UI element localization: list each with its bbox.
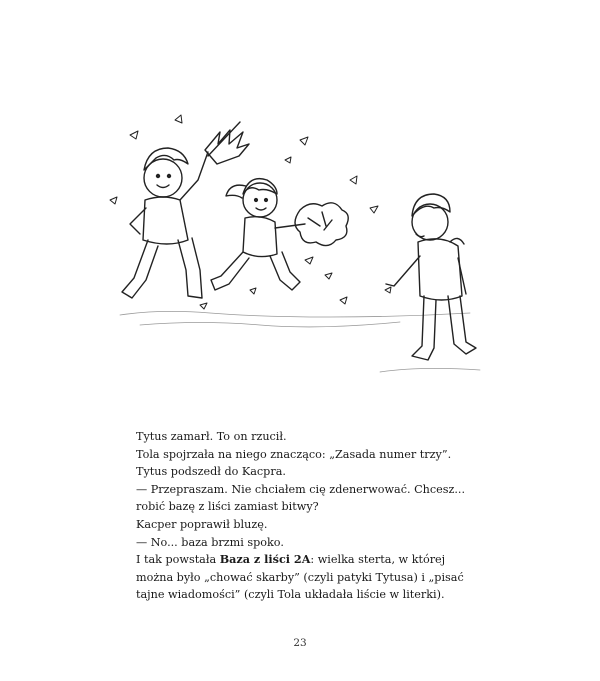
- story-text: [136, 428, 476, 604]
- bold-term: Baza z liści 2A: [219, 552, 311, 567]
- boy-left: [122, 148, 208, 298]
- text-run: I tak powstała: [136, 553, 220, 567]
- paragraph-final: [136, 551, 476, 604]
- girl-middle: [211, 179, 348, 290]
- paragraph: Tola spojrzała na niego znacząco: „Zasada numer trzy”.: [136, 447, 452, 461]
- text-run: : wielka sterta, w której można było „chować skarby” (czyli patyki Tytusa) i „pisać tajne wiadomości” (czyli Tola układała liście w literki).: [136, 553, 464, 602]
- boy-right: [386, 194, 476, 360]
- paragraph: Tytus podszedł do Kacpra.: [136, 465, 286, 479]
- page-number: 23: [293, 637, 307, 649]
- ground-shadow: [120, 311, 480, 372]
- flying-leaves: [110, 115, 391, 309]
- paragraph: Tytus zamarł. To on rzucił.: [136, 430, 287, 443]
- paragraph: — Przepraszam. Nie chciałem cię zdenerwować. Chcesz... robić bazę z liści zamiast bitwy?: [136, 482, 466, 514]
- illustration-children-leaves: [100, 100, 510, 390]
- paragraph: — No... baza brzmi spoko.: [136, 535, 284, 549]
- paragraph: Kacper poprawił bluzę.: [136, 517, 268, 531]
